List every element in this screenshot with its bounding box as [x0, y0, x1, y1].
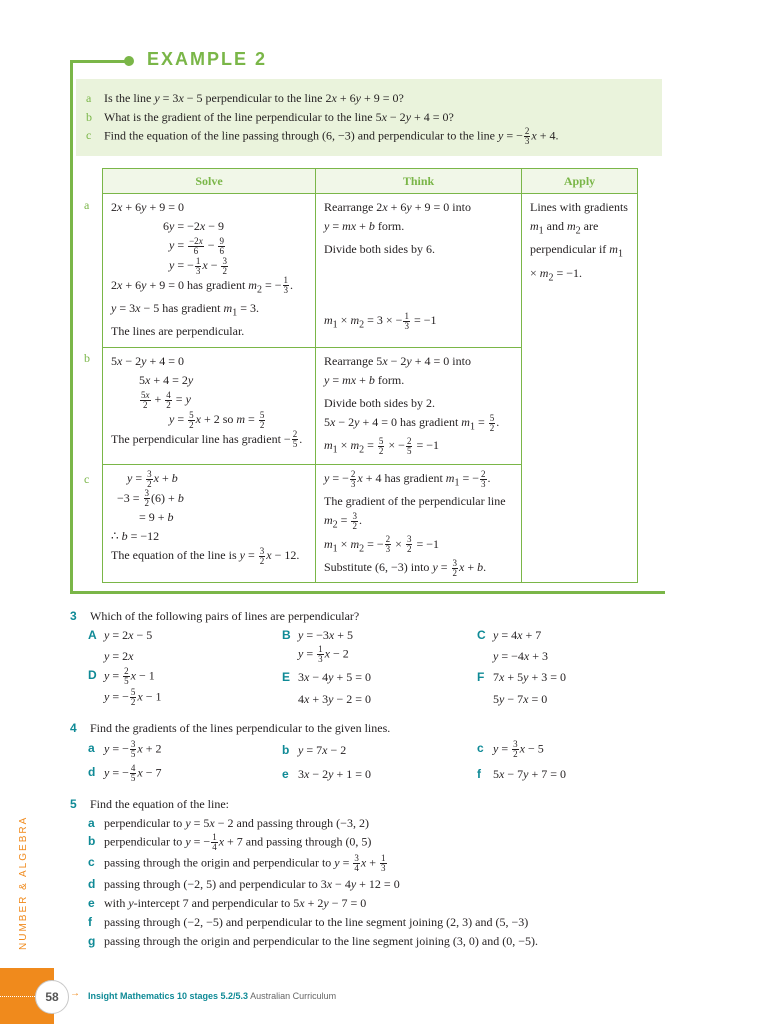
solve-cell-c: y = $\frac{3}{2}$ x + b −3 = $\frac{3}{2}$ (6) + b = 9 + b ∴ b = −12 The equation of the line is y = $\frac{3}{2}$ x − 12. — [103, 464, 316, 582]
q3-option-a-line2: y = 2x — [104, 649, 134, 663]
q5-item-c: c passing through the origin and perpendicular to y = $\frac{3}{4}$ x + $\frac{1}{3}$ — [88, 853, 386, 873]
q4-option-d: d y = − $\frac{4}{5}$ x − 7 — [88, 763, 162, 783]
header-think: Think — [316, 169, 522, 194]
q3-option-c: C y = 4x + 7 — [477, 628, 542, 642]
row-letter-a: a — [84, 198, 90, 212]
q3-option-f-line2: 5y − 7x = 0 — [493, 692, 548, 706]
q5-item-b: b perpendicular to y = − $\frac{1}{4}$ x + 7 and passing through (0, 5) — [88, 832, 372, 852]
q3-option-d-line2: y = − $\frac{5}{2}$ x − 1 — [104, 687, 162, 707]
q4-option-e: e 3x − 2y + 1 = 0 — [282, 767, 371, 781]
header-solve: Solve — [103, 169, 316, 194]
q4-option-f: f 5x − 7y + 7 = 0 — [477, 767, 566, 781]
footer-curriculum: Australian Curriculum — [250, 991, 337, 1001]
question-3-stem: Which of the following pairs of lines are perpendicular? — [90, 609, 360, 623]
q5-item-e: e with y-intercept 7 and perpendicular to 5x + 2y − 7 = 0 — [88, 896, 367, 910]
example-title: EXAMPLE 2 — [147, 49, 268, 69]
example-question-b: b What is the gradient of the line perpendicular to the line 5x − 2y + 4 = 0? — [86, 110, 454, 124]
think-cell-a: Rearrange 2x + 6y + 9 = 0 into y = mx + b form. Divide both sides by 6. $m_1 \times m_2 = 3$ × − $\frac{1}{3}$ = −1 — [316, 194, 522, 348]
question-5-stem: Find the equation of the line: — [90, 797, 229, 811]
solve-think-apply-table — [102, 168, 638, 583]
think-cell-c: y = − $\frac{2}{3}$ x + 4 has gradient $m_1$ = − $\frac{2}{3}$ . The gradient of the perpendicular line $m_2$ = $\frac{3}{2}$ . $m_1 \times m_2$ = − $\frac{2}{3}$ × $\frac{3}{2}$ = −1 Substitute (6, −3) into y = $\frac{3}{2}$ x + b. — [316, 464, 522, 582]
q3-option-a: A y = 2x − 5 — [88, 628, 153, 642]
question-4-number: 4 — [70, 721, 77, 735]
question-5-number: 5 — [70, 797, 77, 811]
q5-item-g: g passing through the origin and perpendicular to the line segment joining (3, 0) and (0, −5). — [88, 934, 539, 948]
q3-option-b-line2: y = $\frac{1}{3}$ x − 2 — [298, 644, 349, 664]
q3-option-c-line2: y = −4x + 3 — [493, 649, 548, 663]
q5-item-d: d passing through (−2, 5) and perpendicular to 3x − 4y + 12 = 0 — [88, 877, 400, 891]
q5-item-f: f passing through (−2, −5) and perpendicular to the line segment joining (2, 3) and (5, −3) — [88, 915, 529, 929]
footer-arrow-icon: → — [70, 988, 80, 999]
example-questions-panel — [76, 79, 662, 156]
example-header-dot — [124, 56, 134, 66]
footer-dotted-rule — [0, 996, 35, 997]
q3-option-f: F 7x + 5y + 3 = 0 — [477, 670, 566, 684]
q3-option-e: E 3x − 4y + 5 = 0 — [282, 670, 371, 684]
row-letter-b: b — [84, 351, 90, 365]
q5-item-a: a perpendicular to y = 5x − 2 and passing through (−3, 2) — [88, 816, 369, 830]
row-letter-c: c — [84, 472, 90, 486]
footer-book-title: Insight Mathematics 10 stages 5.2/5.3 — [88, 991, 249, 1001]
think-cell-b: Rearrange 5x − 2y + 4 = 0 into y = mx + b form. Divide both sides by 2. 5x − 2y + 4 = 0 has gradient $m_1$ = $\frac{5}{2}$ . $m_1 \times m_2$ = $\frac{5}{2}$ × − $\frac{2}{5}$ = −1 — [316, 348, 522, 465]
header-apply: Apply — [522, 169, 638, 194]
section-side-label: NUMBER & ALGEBRA — [18, 815, 29, 950]
q4-option-b: b y = 7x − 2 — [282, 743, 347, 757]
q3-option-b: B y = −3x + 5 — [282, 628, 353, 642]
q3-option-e-line2: 4x + 3y − 2 = 0 — [298, 692, 371, 706]
example-question-c: c Find the equation of the line passing through (6, −3) and perpendicular to the line y = − $\frac{2}{3}$ x + 4. — [86, 126, 559, 146]
solve-cell-b: 5x − 2y + 4 = 0 5x + 4 = 2y $\frac{5x}{2}$ + $\frac{4}{2}$ = y y = $\frac{5}{2}$ x + 2 so m = $\frac{5}{2}$ The perpendicular line has gradient − $\frac{2}{5}$ . — [103, 348, 316, 465]
solve-cell-a: 2x + 6y + 9 = 0 6y = −2x − 9 y = $\frac{-2x}{6}$ − $\frac{9}{6}$ y = − $\frac{1}{3}$ x − $\frac{3}{2}$ 2x + 6y + 9 = 0 has gradient $m_2$ = − $\frac{1}{3}$ . y = 3x − 5 has gradient $m_1 = 3$. The lines are perpendicular. — [103, 194, 316, 348]
q3-option-d: D y = $\frac{2}{5}$ x − 1 — [88, 666, 155, 686]
page-number: 58 — [35, 980, 69, 1014]
example-header-rule — [70, 60, 128, 63]
q4-option-a: a y = − $\frac{3}{5}$ x + 2 — [88, 739, 162, 759]
q4-option-c: c y = $\frac{3}{2}$ x − 5 — [477, 739, 544, 759]
example-question-a: a Is the line y = 3x − 5 perpendicular to the line 2x + 6y + 9 = 0? — [86, 91, 404, 105]
question-4-stem: Find the gradients of the lines perpendicular to the given lines. — [90, 721, 391, 735]
apply-cell: Lines with gradients $m_1$ and $m_2$ are perpendicular if $m_1 \times m_2 = -1$. — [522, 194, 638, 583]
footer-text — [88, 991, 336, 1001]
question-3-number: 3 — [70, 609, 77, 623]
